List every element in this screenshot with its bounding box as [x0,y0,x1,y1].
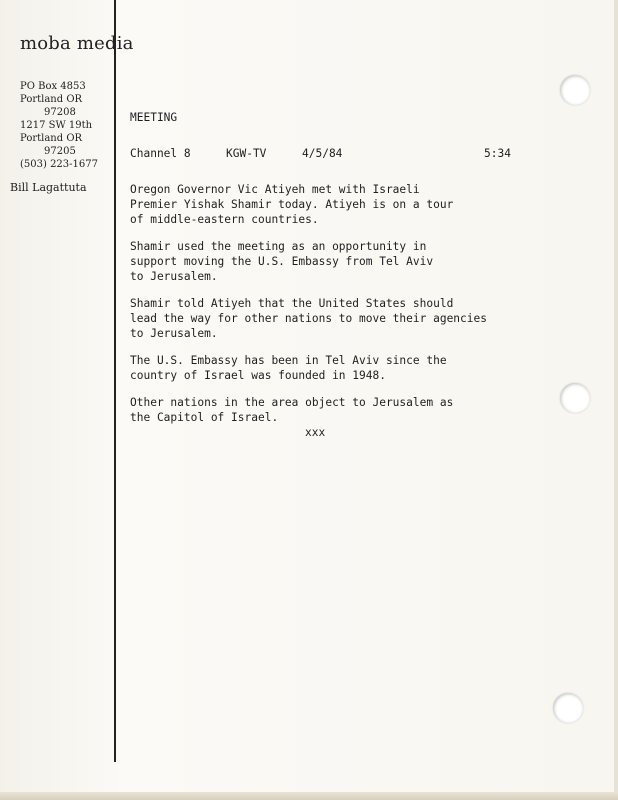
page-right-edge [614,0,618,800]
address-line: 97208 [44,107,76,118]
binder-hole [560,383,590,413]
address-line: Portland OR [20,133,83,144]
address-line: 97205 [44,146,76,157]
address-line: PO Box 4853 [20,81,86,92]
page-bottom-edge [0,792,618,800]
air-date: 4/5/84 [302,147,343,160]
margin-divider-line [114,0,116,762]
story-paragraph: Other nations in the area object to Jerusalem as the Capitol of Israel. [130,396,454,424]
story-paragraph: Oregon Governor Vic Atiyeh met with Israeli Premier Yishak Shamir today. Atiyeh is on a tour of middle-eastern countries. [130,183,454,226]
letterhead-address [20,80,112,171]
story-paragraph: Shamir told Atiyeh that the United States should lead the way for other nations to move their agencies to Jerusalem. [130,297,487,340]
binder-hole [553,693,583,723]
story-paragraph: The U.S. Embassy has been in Tel Aviv since the country of Israel was founded in 1948. [130,354,447,382]
story-body [130,182,550,437]
story-paragraph: Shamir used the meeting as an opportunity in support moving the U.S. Embassy from Tel Aviv to Jerusalem. [130,240,434,283]
reporter-name: Bill Lagattuta [10,181,87,194]
story-duration: 5:34 [484,147,511,160]
binder-hole [560,75,590,105]
end-mark: xxx [305,426,326,439]
address-line: (503) 223-1677 [20,159,98,170]
station-info-row [130,147,530,163]
letterhead-brand: moba media [20,33,134,54]
address-line: 1217 SW 19th [20,120,93,131]
channel-label: Channel 8 [130,147,191,160]
call-sign: KGW-TV [226,147,267,160]
story-slug: MEETING [130,111,178,124]
address-line: Portland OR [20,94,83,105]
